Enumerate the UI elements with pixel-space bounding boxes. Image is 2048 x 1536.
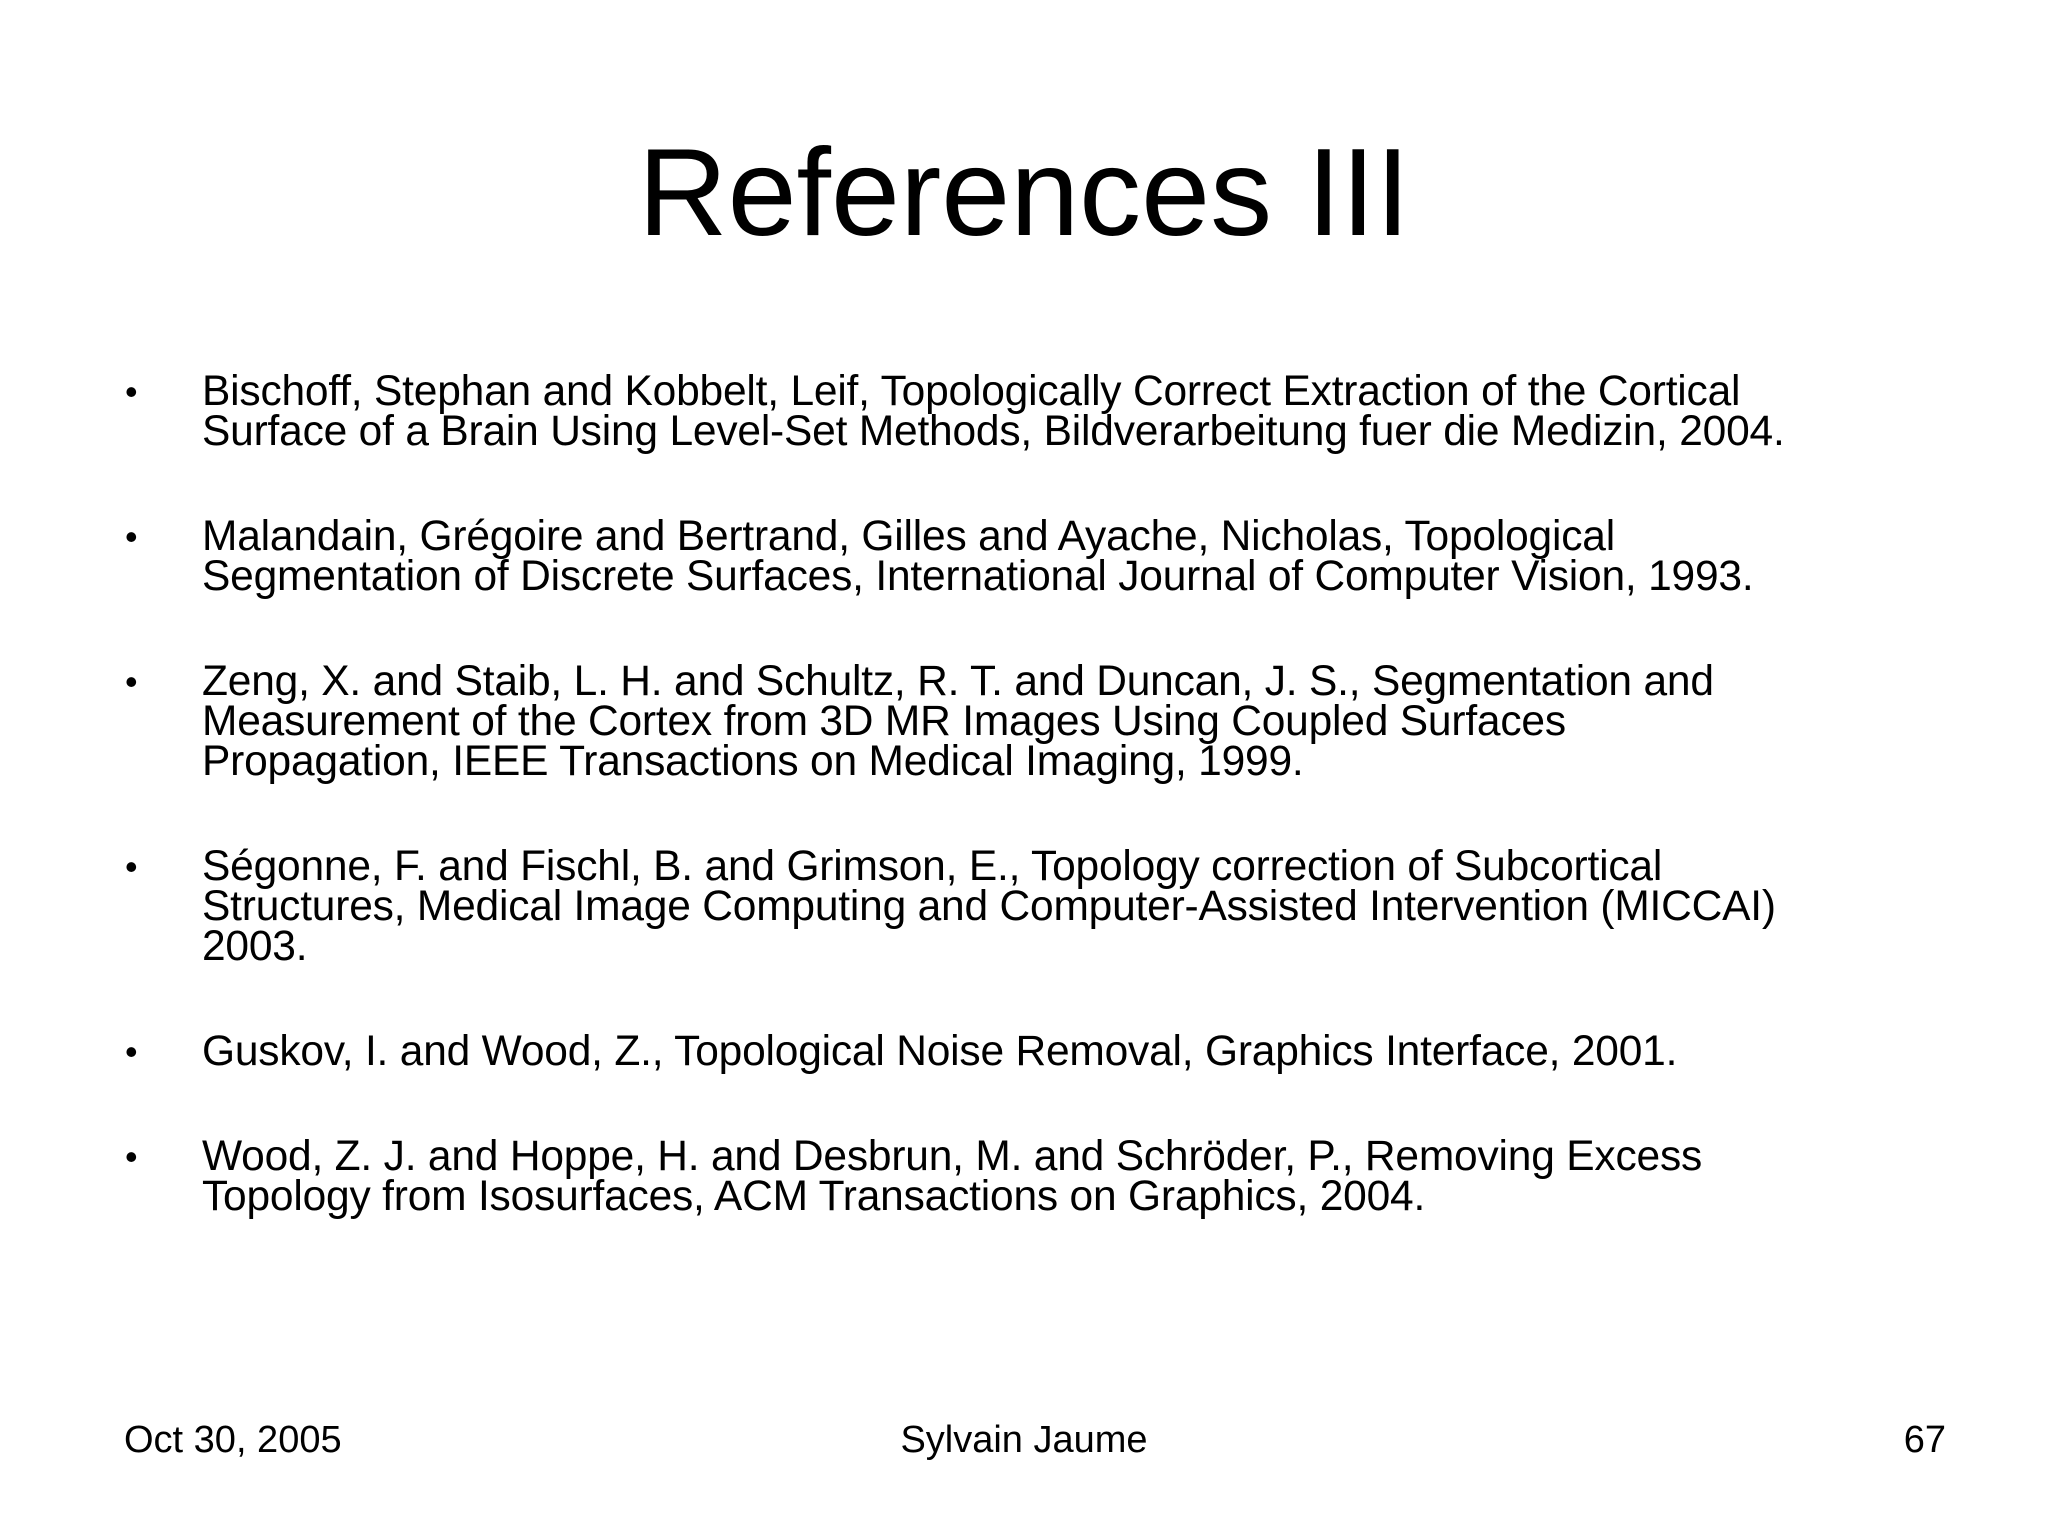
footer-date: Oct 30, 2005 [124,1419,342,1461]
reference-item [120,1028,1970,1075]
reference-text: Guskov, I. and Wood, Z., Topological Noise Removal, Graphics Interface, 2001. [202,1028,1678,1075]
reference-text: Wood, Z. J. and Hoppe, H. and Desbrun, M. and Schröder, P., Removing Excess Topology from Isosurfaces, ACM Transactions on Graphics, 2004. [202,1133,1703,1220]
footer-page-number: 67 [1903,1419,1946,1461]
reference-item [120,1133,1970,1220]
slide-title: References III [638,124,1410,262]
reference-list [120,368,1970,1282]
footer-author: Sylvain Jaume [900,1419,1148,1461]
reference-text: Zeng, X. and Staib, L. H. and Schultz, R. T. and Duncan, J. S., Segmentation and Measurement of the Cortex from 3D MR Images Using Coupled Surfaces Propagation, IEEE Transactions on Medical Imaging, 1999. [202,658,1714,785]
reference-item [120,513,1970,600]
reference-text: Malandain, Grégoire and Bertrand, Gilles and Ayache, Nicholas, Topological Segmentation of Discrete Surfaces, International Journal of Computer Vision, 1993. [202,513,1754,600]
reference-text: Ségonne, F. and Fischl, B. and Grimson, E., Topology correction of Subcortical Structures, Medical Image Computing and Computer-Assisted Intervention (MICCAI) 2003. [202,843,1776,970]
bullet-icon: • [125,661,138,702]
bullet-icon: • [125,371,138,412]
reference-item [120,658,1970,785]
bullet-icon: • [125,846,138,887]
bullet-icon: • [125,1136,138,1177]
bullet-icon: • [125,1031,138,1072]
reference-text: Bischoff, Stephan and Kobbelt, Leif, Topologically Correct Extraction of the Cortical Surface of a Brain Using Level-Set Methods, Bildverarbeitung fuer die Medizin, 2004. [202,368,1785,455]
bullet-icon: • [125,516,138,557]
reference-item [120,843,1970,970]
reference-item [120,368,1970,455]
